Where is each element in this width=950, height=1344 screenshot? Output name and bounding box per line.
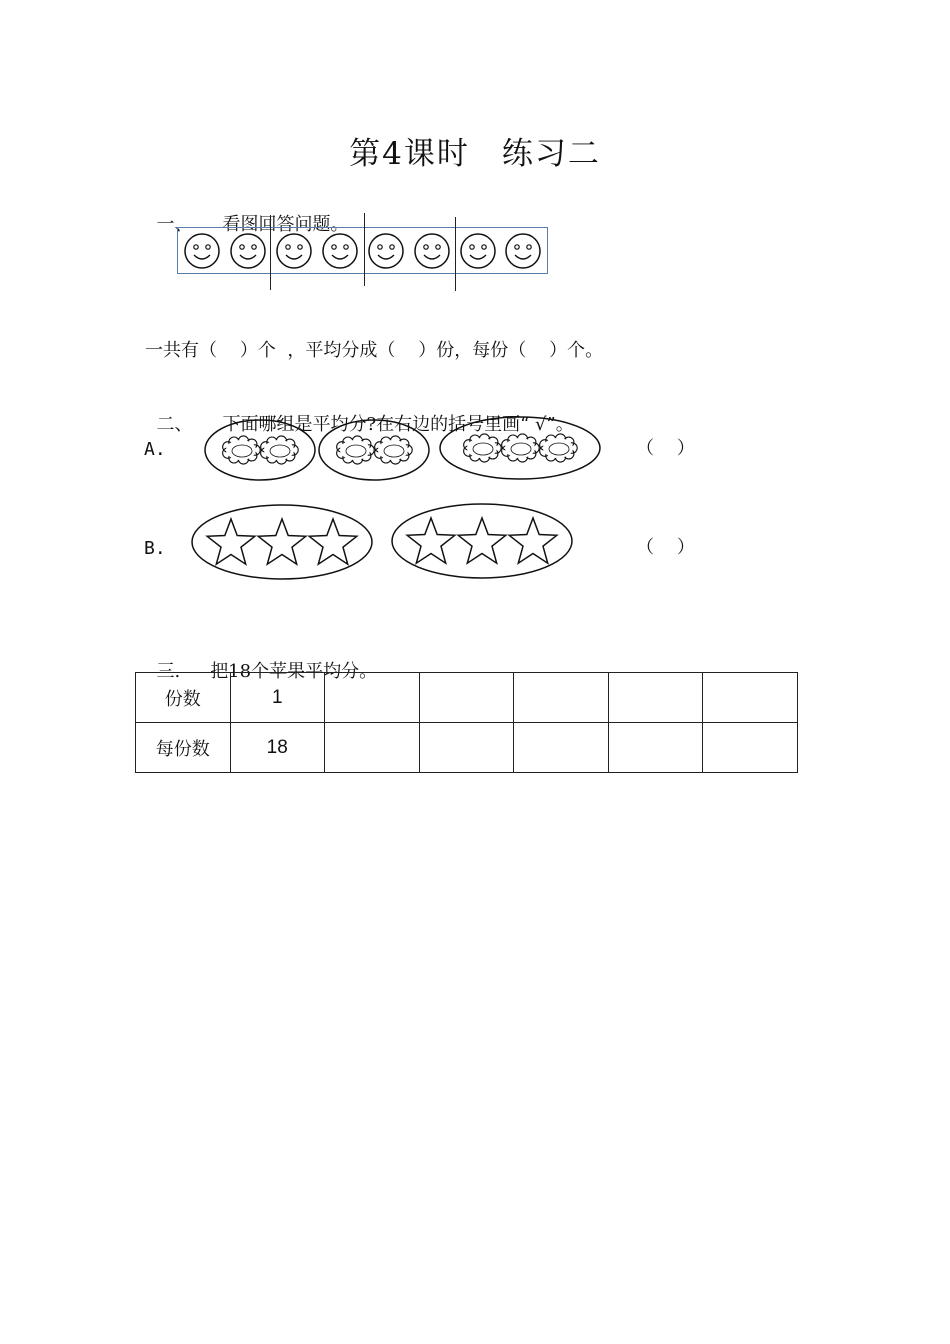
- option-b-label: B.: [144, 538, 166, 559]
- option-b-answer-bracket[interactable]: （ ）: [636, 537, 695, 558]
- row-header-parts: 份数: [136, 673, 231, 723]
- star-icon: [458, 518, 506, 563]
- smiley-face-icon: [277, 234, 311, 268]
- cloud-icon: [464, 434, 502, 462]
- table-cell[interactable]: [514, 723, 609, 773]
- table-row: [136, 673, 798, 723]
- smiley-face-icon: [231, 234, 265, 268]
- cloud-icon: [223, 436, 261, 464]
- row-header-per-part: 每份数: [136, 723, 231, 773]
- smiley-face-icon: [415, 234, 449, 268]
- smiley-face-icon: [369, 234, 403, 268]
- table-cell[interactable]: [703, 723, 798, 773]
- apple-division-table: [135, 672, 798, 773]
- star-icon: [258, 519, 306, 564]
- option-a-answer-bracket[interactable]: （ ）: [636, 438, 695, 459]
- group-oval: [192, 505, 372, 579]
- star-icon: [207, 519, 255, 564]
- table-cell[interactable]: [419, 673, 514, 723]
- cloud-icon: [261, 436, 299, 464]
- star-icon: [509, 518, 557, 563]
- cloud-icon: [375, 436, 413, 464]
- star-icon: [309, 519, 357, 564]
- cloud-icon: [540, 434, 578, 462]
- question-1-label: 一、: [156, 214, 193, 235]
- table-row: [136, 723, 798, 773]
- question-2-prompt: 下面哪组是平均分?在右边的括号里画“ √”。: [222, 414, 574, 435]
- question-3-prompt: 把18个苹果平均分。: [210, 661, 378, 682]
- smiley-face-icon: [185, 234, 219, 268]
- cloud-icon: [337, 436, 375, 464]
- question-2-label: 二、: [156, 414, 193, 435]
- smiley-face-icon: [461, 234, 495, 268]
- table-cell[interactable]: [514, 673, 609, 723]
- question-1-prompt: 看图回答问题。: [222, 214, 349, 235]
- star-icon: [407, 518, 455, 563]
- table-cell[interactable]: [608, 723, 703, 773]
- question-1-answer-line: 一共有（ ）个 ，平均分成（ ）份，每份（ ）个。: [145, 340, 604, 361]
- table-cell[interactable]: [419, 723, 514, 773]
- lesson-number: 第4课时: [349, 136, 470, 172]
- group-oval: [392, 504, 572, 578]
- smiley-face-icon: [323, 234, 357, 268]
- table-cell[interactable]: [325, 723, 420, 773]
- table-cell[interactable]: [325, 673, 420, 723]
- table-cell[interactable]: 1: [230, 673, 325, 723]
- table-cell[interactable]: 18: [230, 723, 325, 773]
- lesson-name: 练习二: [501, 136, 601, 172]
- table-cell[interactable]: [608, 673, 703, 723]
- smiley-face-icon: [506, 234, 540, 268]
- question-2-heading: [145, 389, 574, 437]
- table-cell[interactable]: [703, 673, 798, 723]
- option-a-label: A.: [144, 439, 166, 460]
- smiley-faces: [185, 234, 540, 268]
- option-b-groups: [192, 504, 572, 579]
- question-3-label: 三.: [156, 661, 181, 682]
- cloud-icon: [502, 434, 540, 462]
